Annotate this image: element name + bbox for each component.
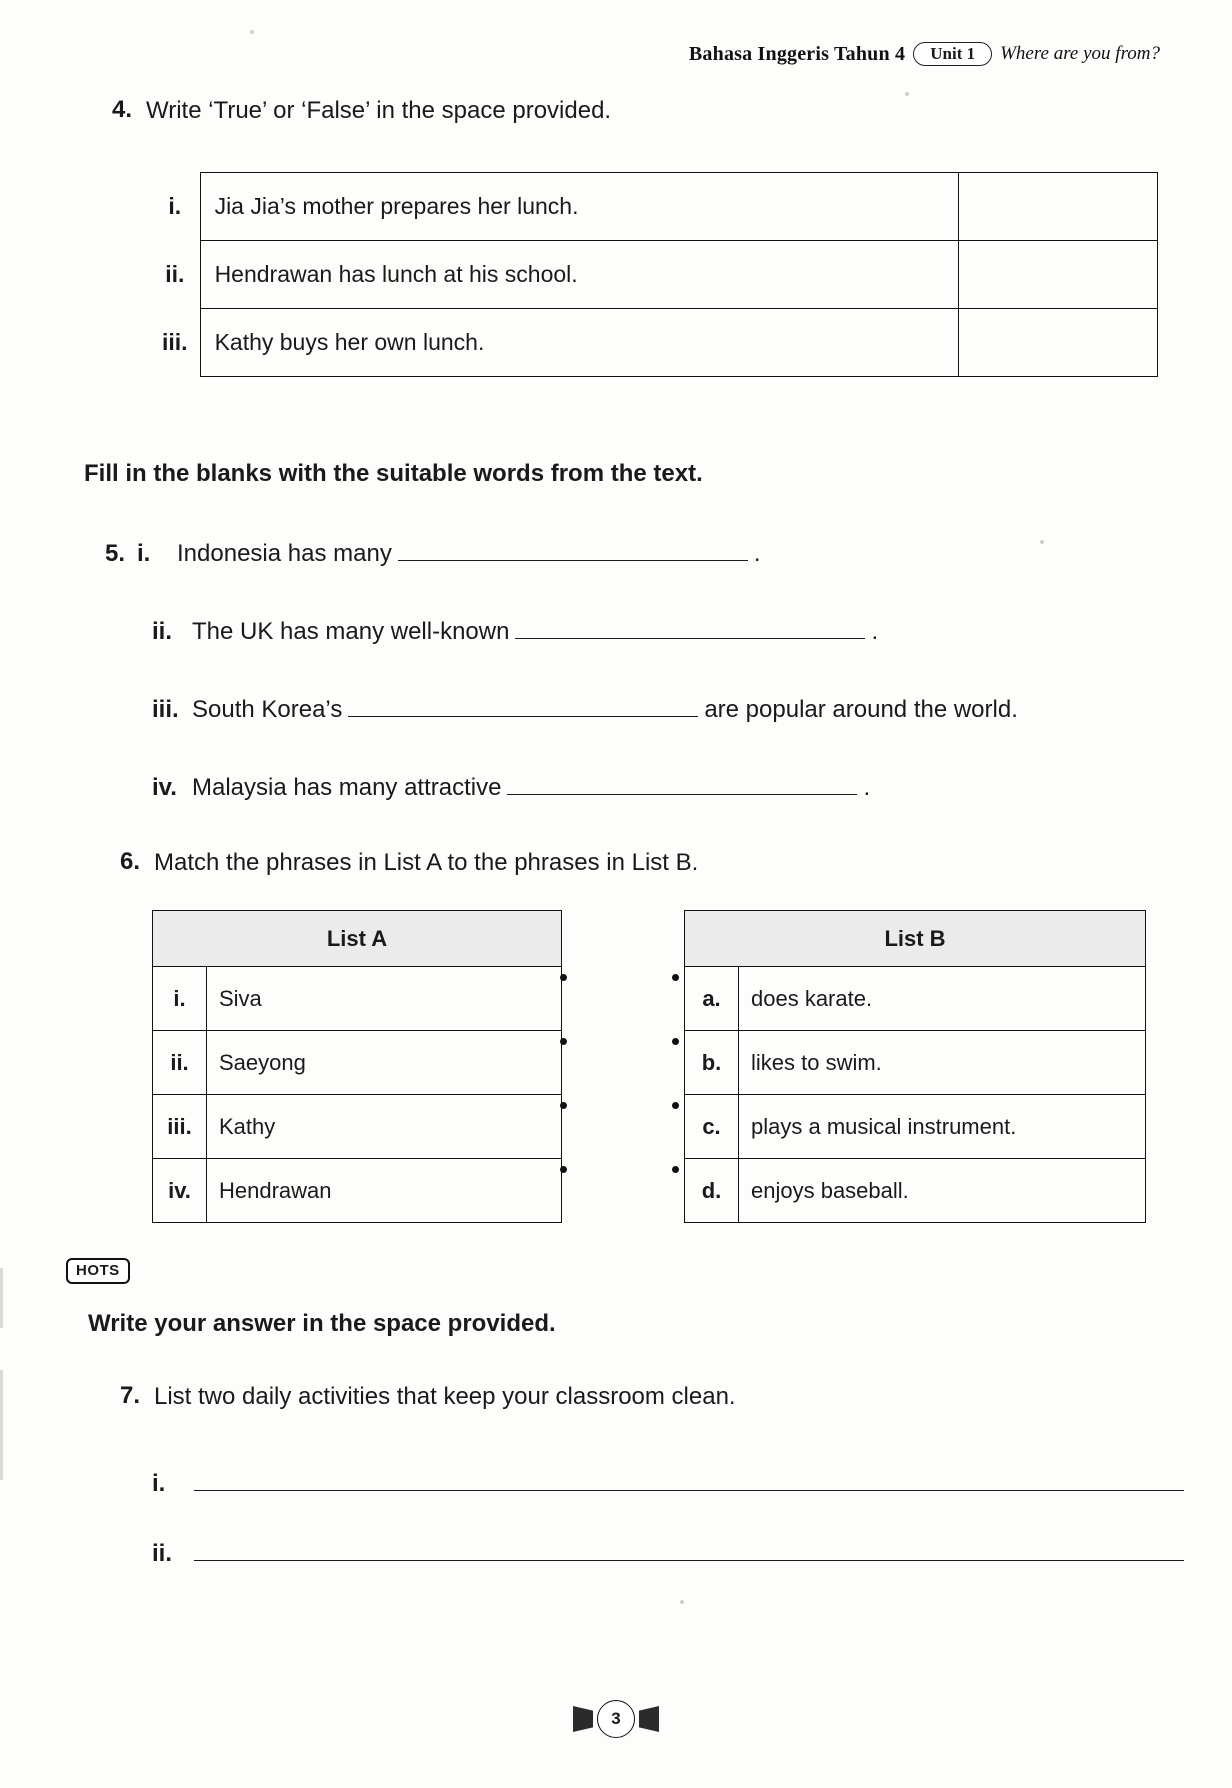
page-header bbox=[689, 42, 1160, 66]
match-dot-a-iii[interactable] bbox=[560, 1102, 567, 1109]
item-text-after: are popular around the world. bbox=[704, 696, 1018, 723]
statement-cell: Kathy buys her own lunch. bbox=[200, 309, 958, 377]
answer-marker: ii. bbox=[152, 1540, 173, 1567]
fill-blanks-instruction: Fill in the blanks with the suitable words from the text. bbox=[84, 460, 703, 487]
table-row bbox=[153, 1159, 562, 1223]
question-6-number: 6. bbox=[119, 848, 140, 875]
item-text-before: Indonesia has many bbox=[177, 540, 392, 567]
answer-blank[interactable] bbox=[348, 701, 698, 717]
table-header-row bbox=[153, 911, 562, 967]
item-text-before: Malaysia has many attractive bbox=[192, 774, 502, 801]
item-text-after: . bbox=[871, 618, 879, 645]
table-row bbox=[148, 173, 1158, 241]
row-marker: iv. bbox=[153, 1159, 207, 1223]
item-text-before: The UK has many well-known bbox=[192, 618, 510, 645]
row-marker: ii. bbox=[153, 1031, 207, 1095]
row-marker: a. bbox=[685, 967, 739, 1031]
list-a-header: List A bbox=[153, 911, 562, 967]
row-marker: iii. bbox=[162, 329, 188, 355]
list-b-item[interactable]: does karate. bbox=[739, 967, 1146, 1031]
scan-speck bbox=[1040, 540, 1044, 544]
table-row bbox=[148, 309, 1158, 377]
table-row bbox=[685, 967, 1146, 1031]
page-ribbon-left-icon bbox=[573, 1706, 593, 1732]
answer-writing-line[interactable] bbox=[194, 1477, 1184, 1491]
table-row bbox=[685, 1095, 1146, 1159]
hots-badge: HOTS bbox=[66, 1258, 130, 1284]
item-text-after: . bbox=[863, 774, 871, 801]
list-b-item[interactable]: enjoys baseball. bbox=[739, 1159, 1146, 1223]
unit-badge: Unit 1 bbox=[913, 42, 992, 66]
scan-edge-mark bbox=[0, 1268, 3, 1328]
question-5-number: 5. bbox=[105, 540, 126, 567]
page-ribbon-right-icon bbox=[639, 1706, 659, 1732]
item-text-before: South Korea’s bbox=[192, 696, 343, 723]
row-marker: d. bbox=[685, 1159, 739, 1223]
list-a-item[interactable]: Saeyong bbox=[207, 1031, 562, 1095]
match-dot-b-a[interactable] bbox=[672, 974, 679, 981]
row-marker: c. bbox=[685, 1095, 739, 1159]
scan-speck bbox=[250, 30, 254, 34]
answer-cell[interactable] bbox=[958, 173, 1157, 241]
item-marker: iv. bbox=[152, 774, 177, 801]
statement-cell: Hendrawan has lunch at his school. bbox=[200, 241, 958, 309]
header-title: Bahasa Inggeris Tahun 4 bbox=[688, 42, 906, 65]
question-4-number: 4. bbox=[111, 96, 132, 123]
page-number: 3 bbox=[597, 1700, 635, 1738]
list-a-item[interactable]: Kathy bbox=[207, 1095, 562, 1159]
question-7-heading bbox=[100, 1382, 736, 1412]
answer-marker: i. bbox=[152, 1470, 166, 1497]
item-text-after: . bbox=[753, 540, 761, 567]
list-b-table bbox=[684, 910, 1146, 1223]
answer-blank[interactable] bbox=[515, 623, 865, 639]
item-marker: ii. bbox=[152, 618, 173, 645]
question-5-item-iii bbox=[152, 696, 1018, 724]
list-b-header: List B bbox=[685, 911, 1146, 967]
write-answer-instruction: Write your answer in the space provided. bbox=[88, 1310, 556, 1337]
question-4-instruction: Write ‘True’ or ‘False’ in the space provided. bbox=[146, 97, 612, 124]
list-a-item[interactable]: Siva bbox=[207, 967, 562, 1031]
table-row bbox=[153, 967, 562, 1031]
answer-cell[interactable] bbox=[958, 241, 1157, 309]
match-dot-a-iv[interactable] bbox=[560, 1166, 567, 1173]
statement-cell: Jia Jia’s mother prepares her lunch. bbox=[200, 173, 958, 241]
question-7-instruction: List two daily activities that keep your classroom clean. bbox=[154, 1383, 736, 1410]
question-6-instruction: Match the phrases in List A to the phrases in List B. bbox=[154, 849, 699, 876]
row-marker: b. bbox=[685, 1031, 739, 1095]
row-marker: i. bbox=[168, 193, 182, 219]
answer-blank[interactable] bbox=[398, 545, 748, 561]
table-row bbox=[153, 1095, 562, 1159]
question-7-answer-i bbox=[152, 1470, 1184, 1498]
true-false-table bbox=[148, 172, 1158, 377]
list-b-item[interactable]: likes to swim. bbox=[739, 1031, 1146, 1095]
table-row bbox=[153, 1031, 562, 1095]
table-row bbox=[685, 1159, 1146, 1223]
match-dot-b-d[interactable] bbox=[672, 1166, 679, 1173]
header-subtitle: Where are you from? bbox=[1000, 43, 1160, 64]
question-5-item-i bbox=[105, 540, 761, 568]
match-dot-a-i[interactable] bbox=[560, 974, 567, 981]
table-row bbox=[148, 241, 1158, 309]
scan-edge-mark bbox=[0, 1370, 3, 1480]
list-a-table bbox=[152, 910, 562, 1223]
answer-writing-line[interactable] bbox=[194, 1547, 1184, 1561]
row-marker: i. bbox=[153, 967, 207, 1031]
matching-exercise bbox=[0, 910, 1232, 1220]
question-7-number: 7. bbox=[119, 1382, 140, 1409]
item-marker: iii. bbox=[152, 696, 179, 723]
table-row bbox=[685, 1031, 1146, 1095]
match-dot-b-c[interactable] bbox=[672, 1102, 679, 1109]
answer-blank[interactable] bbox=[507, 779, 857, 795]
table-header-row bbox=[685, 911, 1146, 967]
answer-cell[interactable] bbox=[958, 309, 1157, 377]
match-dot-b-b[interactable] bbox=[672, 1038, 679, 1045]
item-marker: i. bbox=[137, 540, 151, 567]
match-dot-a-ii[interactable] bbox=[560, 1038, 567, 1045]
list-a-item[interactable]: Hendrawan bbox=[207, 1159, 562, 1223]
list-b-item[interactable]: plays a musical instrument. bbox=[739, 1095, 1146, 1159]
question-5-item-iv bbox=[152, 774, 870, 802]
question-6-heading bbox=[100, 848, 698, 878]
scan-speck bbox=[680, 1600, 684, 1604]
row-marker: iii. bbox=[153, 1095, 207, 1159]
scan-speck bbox=[905, 92, 909, 96]
question-7-answer-ii bbox=[152, 1540, 1184, 1568]
page-footer bbox=[0, 1700, 1232, 1738]
row-marker: ii. bbox=[165, 261, 185, 287]
question-5-item-ii bbox=[152, 618, 878, 646]
question-4-heading bbox=[92, 96, 611, 126]
